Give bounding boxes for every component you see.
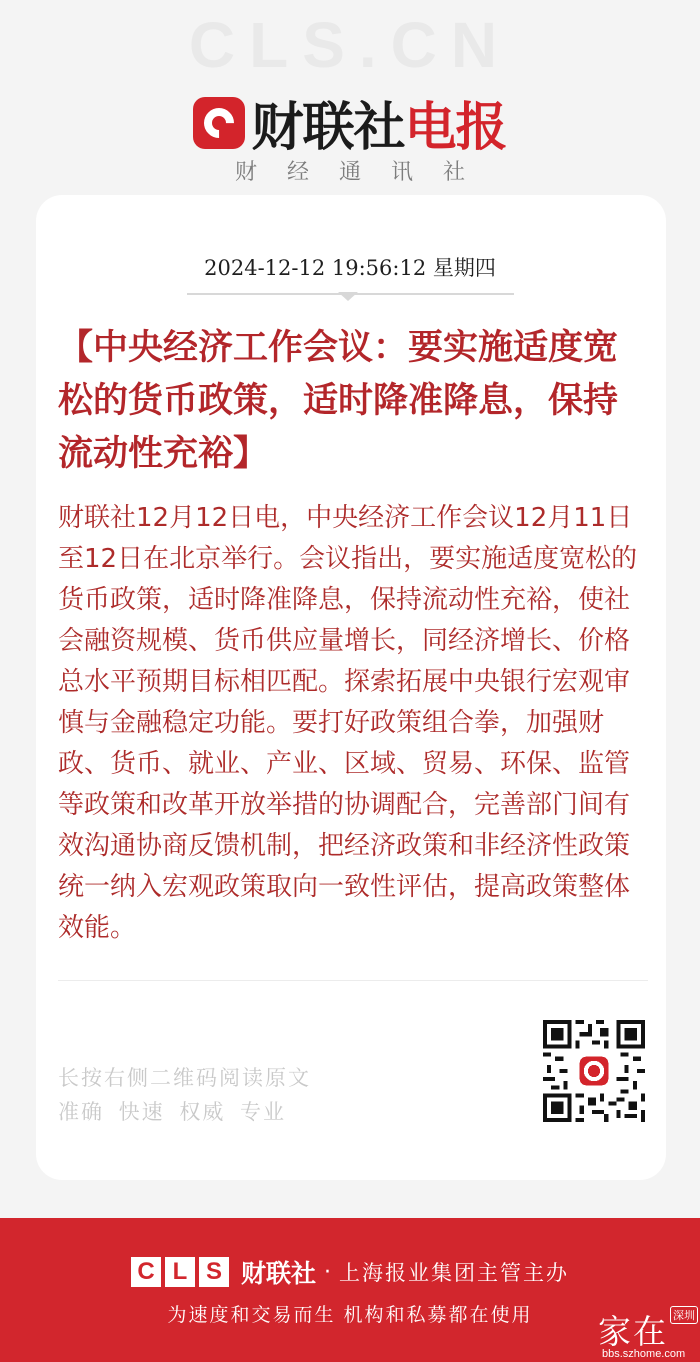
article-headline: 【中央经济工作会议：要实施适度宽松的货币政策，适时降准降息，保持流动性充裕】: [58, 328, 619, 474]
agency-subtitle: 财经通讯社: [234, 160, 495, 185]
footer-slogan: 为速度和交易而生 机构和私募都在使用: [167, 1304, 533, 1326]
footer-brand-name: 财联社: [240, 1259, 316, 1288]
article-body: 财联社12月12日电，中央经济工作会议12月11日至12日在北京举行。会议指出，要实施适度宽松的货币政策，适时降准降息，保持流动性充裕，使社会融资规模、货币供应量增长，同经济增长、价格总水平预期目标相匹配。探索拓展中央银行宏观审慎与金融稳定功能。要打好政策组合拳，加强财政、货币、就业、产业、区域、贸易、环保、监管等政策和改革开放举措的协调配合，完善部门间有效沟通协商反馈机制，把经济政策和非经济性政策统一纳入宏观政策取向一致性评估，提高政策整体效能。: [58, 503, 638, 943]
publish-datetime: 2024-12-12 19:56:12 星期四: [204, 256, 496, 280]
cls-letter-box: C: [131, 1257, 161, 1287]
forum-watermark-tag: 深圳: [670, 1306, 698, 1324]
cls-logo: [0, 85, 700, 160]
qr-tagline: 准确 快速 权威 专业: [58, 1100, 287, 1124]
section-divider: [58, 980, 648, 981]
cls-letter-box: S: [199, 1257, 229, 1287]
footer-separator-dot: ·: [324, 1259, 331, 1285]
cls-c-logo-icon: [193, 97, 245, 149]
datetime-divider-notch: [338, 292, 358, 301]
cls-watermark: CLS.CN: [188, 9, 512, 81]
logo-telegraph-text: 电报: [404, 98, 507, 158]
footer-organization: 上海报业集团主管主办: [339, 1261, 569, 1285]
cls-letter-box: L: [165, 1257, 195, 1287]
footer-brand-row: [0, 1254, 700, 1290]
qr-code[interactable]: [543, 1020, 645, 1122]
qr-instruction: 长按右侧二维码阅读原文: [58, 1066, 311, 1090]
logo-brand-text: 财联社: [251, 98, 405, 158]
forum-watermark: [598, 1306, 698, 1360]
forum-watermark-url: bbs.szhome.com: [602, 1348, 686, 1360]
forum-watermark-text: 家在: [598, 1312, 668, 1351]
footer-banner: [0, 1218, 700, 1362]
